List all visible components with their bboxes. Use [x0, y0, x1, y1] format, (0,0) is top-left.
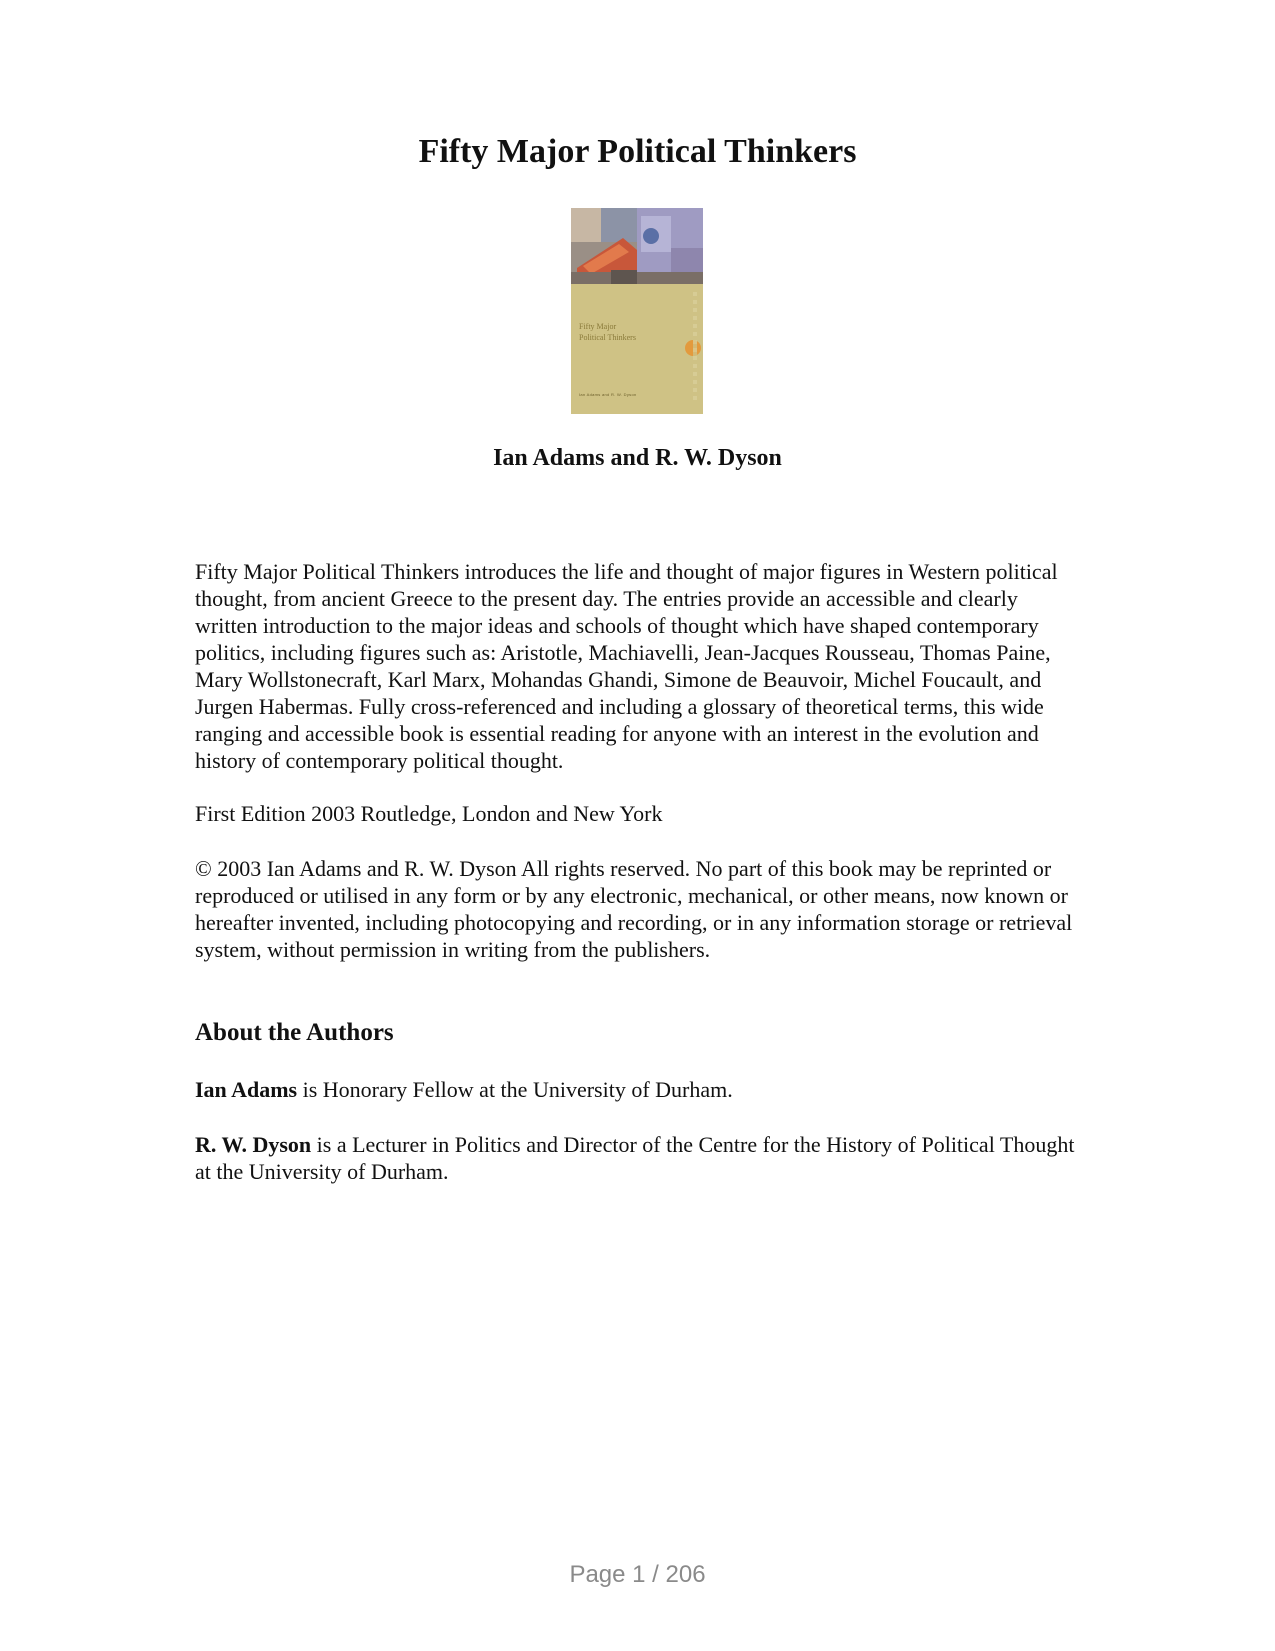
author-name: R. W. Dyson — [195, 1132, 312, 1157]
author-bio-dyson — [195, 1131, 1085, 1185]
about-authors-heading: About the Authors — [195, 1019, 394, 1046]
edition-info: First Edition 2003 Routledge, London and New York — [195, 801, 663, 826]
cover-title-line2: Political Thinkers — [579, 333, 636, 342]
authors-byline: Ian Adams and R. W. Dyson — [493, 445, 782, 471]
page-title: Fifty Major Political Thinkers — [418, 133, 857, 170]
book-cover-image — [571, 208, 703, 414]
author-bio-text: is a Lecturer in Politics and Director of the Centre for the History of Political Thought at the University of Durham. — [195, 1132, 1075, 1184]
author-name: Ian Adams — [195, 1077, 298, 1102]
copyright-notice: © 2003 Ian Adams and R. W. Dyson All rights reserved. No part of this book may be reprinted or reproduced or utilised in any form or by any electronic, mechanical, or other means, now known or hereafter invented, including photocopying and recording, or in any information storage or retrieval system, without permission in writing from the publishers. — [195, 856, 1073, 962]
cover-title — [579, 321, 636, 343]
author-bio-text: is Honorary Fellow at the University of Durham. — [297, 1077, 733, 1102]
cover-authors: Ian Adams and R. W. Dyson — [579, 392, 637, 397]
cover-art-collage — [571, 208, 703, 284]
author-bio-adams — [195, 1076, 1085, 1103]
book-description: Fifty Major Political Thinkers introduces the life and thought of major figures in Western political thought, from ancient Greece to the present day. The entries provide an accessible and clearly written introduction to the major ideas and schools of thought which have shaped contemporary politics, including figures such as: Aristotle, Machiavelli, Jean-Jacques Rousseau, Thomas Paine, Mary Wollstonecraft, Karl Marx, Mohandas Ghandi, Simone de Beauvoir, Michel Foucault, and Jurgen Habermas. Fully cross-referenced and including a glossary of theoretical terms, this wide ranging and accessible book is essential reading for anyone with an interest in the evolution and history of contemporary political thought. — [195, 559, 1058, 773]
cover-title-line1: Fifty Major — [579, 322, 617, 331]
cover-spine-text — [693, 292, 697, 404]
page-indicator: Page 1 / 206 — [569, 1561, 706, 1588]
